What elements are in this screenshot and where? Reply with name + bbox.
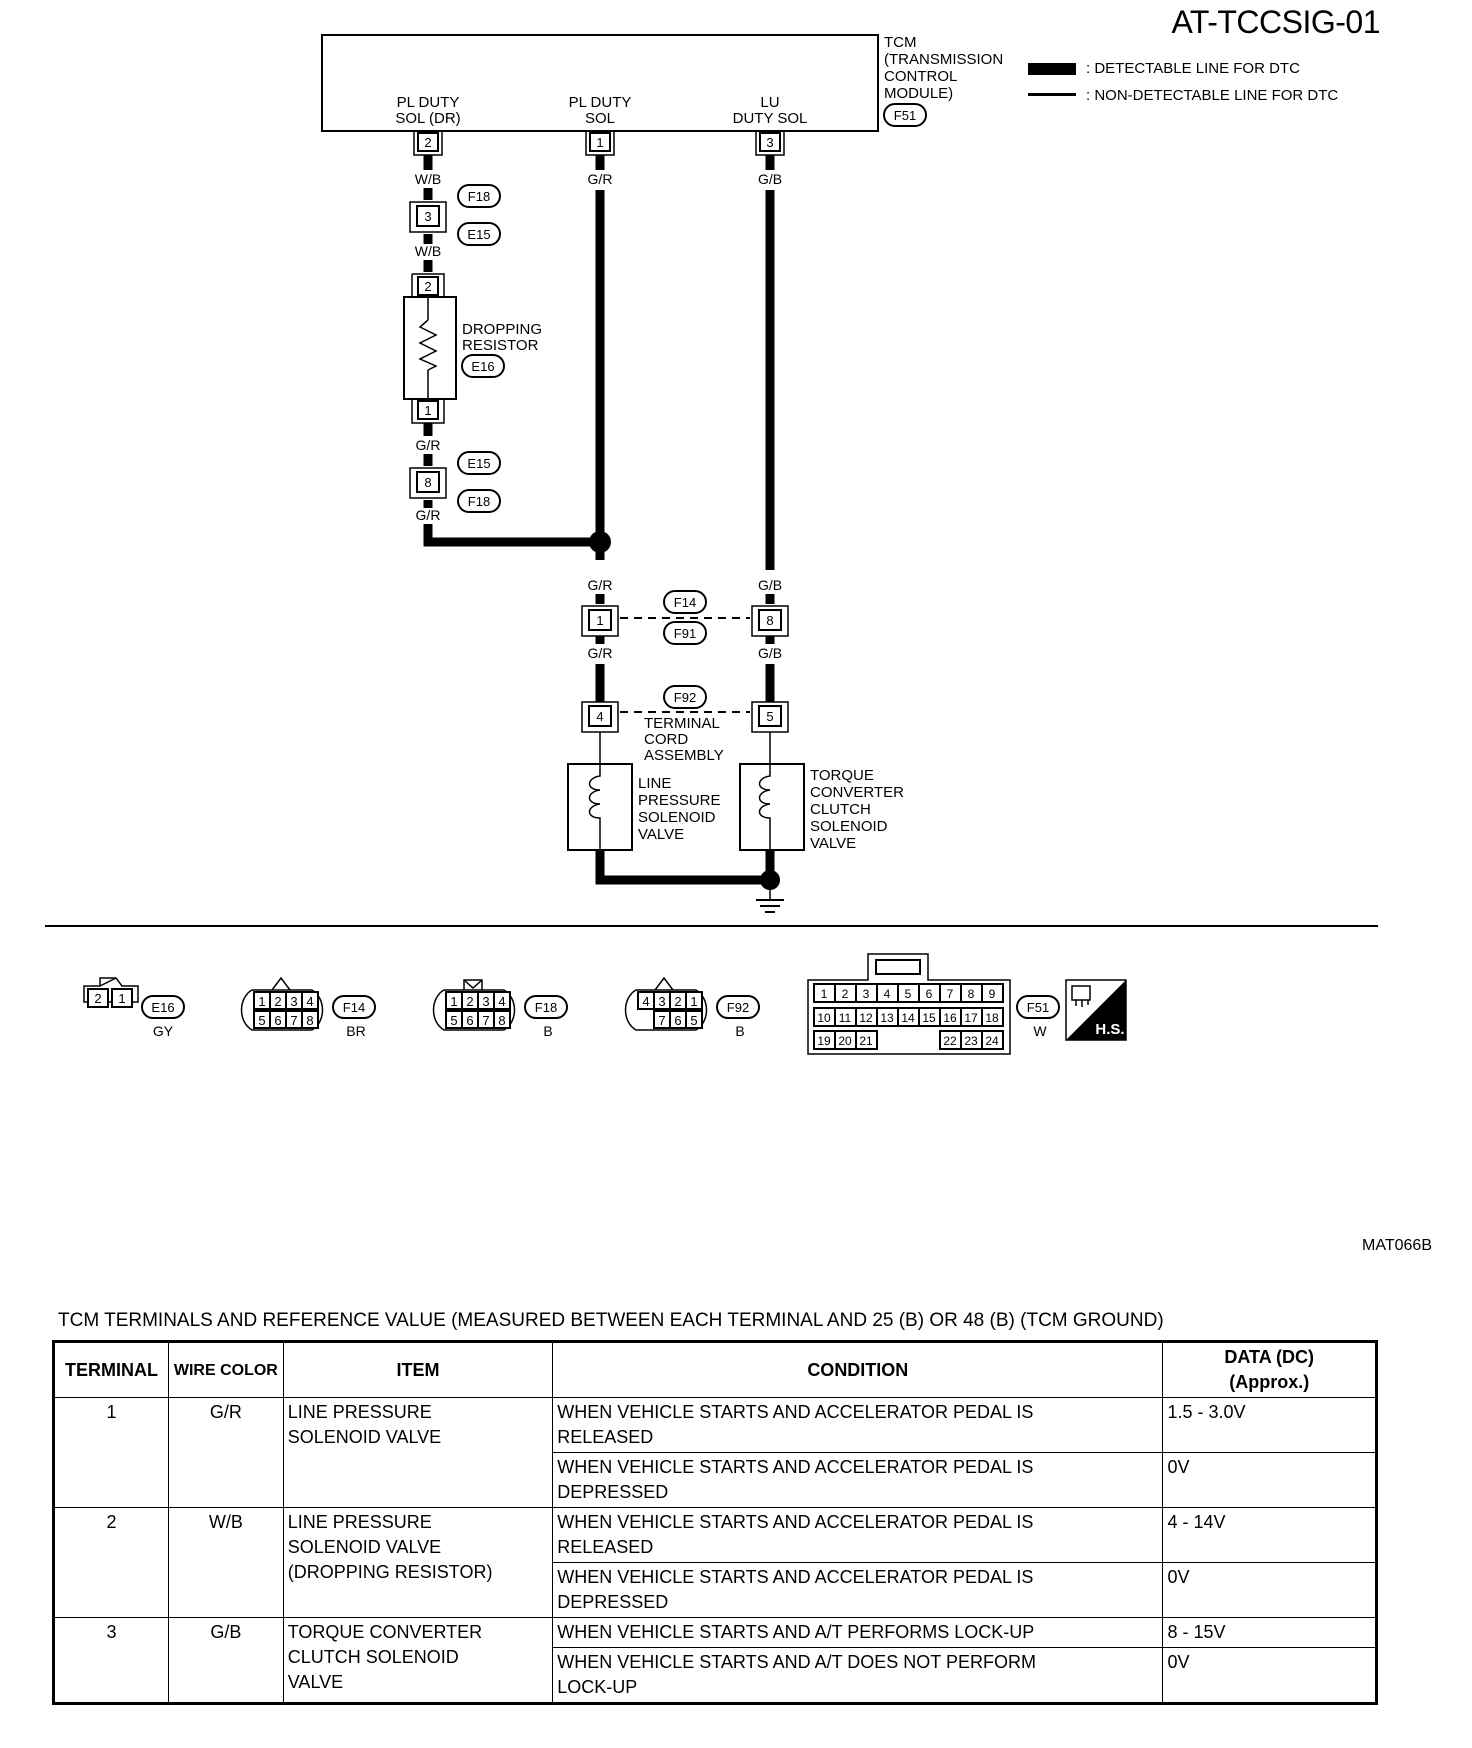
legend-detectable-text: : DETECTABLE LINE FOR DTC [1086, 60, 1300, 77]
tcm-pin-label-pl-1: PL DUTY [568, 94, 632, 111]
header-condition: CONDITION [553, 1342, 1163, 1398]
f18-pin: 5 [450, 1013, 458, 1028]
connector-f14 [241, 978, 375, 1039]
hs-badge-text: H.S. [1095, 1021, 1125, 1038]
cell-wire: W/B [168, 1508, 283, 1618]
legend-detectable-swatch [1028, 63, 1076, 75]
tcm-label-4: MODULE) [884, 85, 954, 102]
f92-pin: 4 [642, 994, 650, 1009]
conn-f92-pin-5: 5 [766, 709, 774, 724]
wire-gr-top: G/R [587, 171, 613, 187]
cell-item: TORQUE CONVERTER CLUTCH SOLENOID VALVE [283, 1618, 552, 1704]
cell-terminal: 2 [54, 1508, 169, 1618]
f51-pin: 1 [820, 987, 828, 1001]
terminal-cord-label-3: ASSEMBLY [644, 747, 724, 764]
wire-gr-mid-a: G/R [587, 577, 613, 593]
f14-pin: 1 [258, 994, 266, 1009]
table-row [54, 1508, 1377, 1563]
conn-f14-pin-1: 1 [596, 613, 604, 628]
cell-wire: G/R [168, 1398, 283, 1508]
f51-color: W [1033, 1023, 1047, 1039]
f51-pin: 20 [838, 1034, 852, 1048]
f14-pin: 8 [306, 1013, 314, 1028]
cell-terminal: 1 [54, 1398, 169, 1508]
cell-data: 4 - 14V [1163, 1508, 1377, 1563]
f51-pin: 9 [988, 987, 996, 1001]
cell-data: 8 - 15V [1163, 1618, 1377, 1648]
e16-pin-2: 2 [94, 991, 102, 1006]
tcm-label-2: (TRANSMISSION [884, 51, 1004, 68]
tcc-label-2: CONVERTER [810, 784, 904, 801]
reference-table [52, 1340, 1378, 1705]
f18-pin: 7 [482, 1013, 490, 1028]
wire-gr-left-2: G/R [415, 507, 441, 523]
f14-color: BR [346, 1023, 366, 1039]
f51-pin: 10 [817, 1011, 831, 1025]
resistor-label-1: DROPPING [462, 321, 543, 338]
f51-pin: 17 [964, 1011, 978, 1025]
f18-pin: 2 [466, 994, 474, 1009]
wire-wb-mid: W/B [414, 243, 442, 259]
wire-gr-mid-b: G/R [587, 645, 613, 661]
f51-pin: 8 [967, 987, 975, 1001]
tcc-solenoid-box [740, 764, 804, 850]
f92-color: B [735, 1023, 745, 1039]
cell-wire: G/B [168, 1618, 283, 1704]
f51-pin: 23 [964, 1034, 978, 1048]
f14-pin: 4 [306, 994, 314, 1009]
tcm-label-1: TCM [884, 34, 917, 51]
cell-terminal: 3 [54, 1618, 169, 1704]
lps-label-4: VALVE [638, 826, 685, 843]
tcc-label-4: SOLENOID [810, 818, 888, 835]
f92-pin: 6 [674, 1013, 682, 1028]
f51-pin: 12 [859, 1011, 873, 1025]
tcm-pin-label-pl-2: SOL [584, 110, 616, 127]
f51-pin: 4 [883, 987, 891, 1001]
wire-wb-top: W/B [414, 171, 442, 187]
f18-pin: 8 [498, 1013, 506, 1028]
f51-pin: 16 [943, 1011, 957, 1025]
hs-badge [1066, 980, 1126, 1040]
tcm-pin-2: 2 [424, 135, 432, 150]
tcm-pin-label-lu-1: LU [760, 94, 780, 111]
f14-pin: 2 [274, 994, 282, 1009]
main-wires [588, 155, 783, 570]
e16-pin-1: 1 [118, 991, 126, 1006]
table-header-row [54, 1342, 1377, 1398]
cell-data: 0V [1163, 1563, 1377, 1618]
conn-e15-badge-bot: E15 [467, 456, 491, 471]
table-row [54, 1618, 1377, 1648]
tcc-label-5: VALVE [810, 835, 857, 852]
diagram-id: AT-TCCSIG-01 [1171, 4, 1380, 40]
tcm-label-3: CONTROL [884, 68, 958, 85]
connector-f18 [433, 980, 567, 1039]
tcm-pin-3: 3 [766, 135, 774, 150]
f14-pin: 6 [274, 1013, 282, 1028]
conn-f14-badge: F14 [673, 595, 697, 610]
tcm-connector-id: F51 [893, 108, 917, 123]
table-row [54, 1398, 1377, 1453]
conn-f92-pin-4: 4 [596, 709, 604, 724]
f18-pin: 3 [482, 994, 490, 1009]
connector-f51 [808, 954, 1059, 1054]
terminal-cord-label-1: TERMINAL [644, 715, 720, 732]
cell-data: 1.5 - 3.0V [1163, 1398, 1377, 1453]
resistor-label-2: RESISTOR [462, 337, 539, 354]
lps-label-2: PRESSURE [638, 792, 721, 809]
f92-id: F92 [726, 1000, 750, 1015]
legend-non-detectable-text: : NON-DETECTABLE LINE FOR DTC [1086, 87, 1339, 104]
tcm-pin-label-lu-2: DUTY SOL [732, 110, 808, 127]
f14-pin: 5 [258, 1013, 266, 1028]
cell-condition: WHEN VEHICLE STARTS AND A/T DOES NOT PERFORM LOCK-UP [553, 1648, 1163, 1704]
conn-f14-pin-8: 8 [766, 613, 774, 628]
terminal-cord-label-2: CORD [644, 731, 689, 748]
f51-pin: 18 [985, 1011, 999, 1025]
left-branch [404, 155, 590, 542]
tcc-label-3: CLUTCH [810, 801, 871, 818]
cell-condition: WHEN VEHICLE STARTS AND ACCELERATOR PEDAL IS RELEASED [553, 1508, 1163, 1563]
tcm-module [322, 34, 1003, 155]
resistor-pin-1: 1 [424, 403, 432, 418]
f18-color: B [543, 1023, 553, 1039]
f18-pin: 1 [450, 994, 458, 1009]
f51-pin: 2 [841, 987, 849, 1001]
f92-pin: 3 [658, 994, 666, 1009]
conn-f18-badge-top: F18 [467, 189, 491, 204]
f92-pin: 1 [690, 994, 698, 1009]
e16-color: GY [152, 1023, 174, 1039]
lps-label-1: LINE [638, 775, 672, 792]
f51-pin: 7 [946, 987, 954, 1001]
tcm-pin-label-pldr-1: PL DUTY [396, 94, 460, 111]
legend [1028, 60, 1338, 104]
resistor-connector-badge: E16 [471, 359, 495, 374]
connector-f92 [625, 978, 759, 1039]
figure-id: MAT066B [1362, 1237, 1432, 1254]
tcm-pin-label-pldr-2: SOL (DR) [395, 110, 461, 127]
f14-pin: 7 [290, 1013, 298, 1028]
lower-section [568, 577, 904, 912]
ground-icon [756, 890, 784, 912]
f51-pin: 22 [943, 1034, 957, 1048]
e16-id: E16 [151, 1000, 175, 1015]
header-data: DATA (DC) (Approx.) [1163, 1342, 1377, 1398]
f92-pin: 5 [690, 1013, 698, 1028]
f51-pin: 5 [904, 987, 912, 1001]
cell-item: LINE PRESSURE SOLENOID VALVE [283, 1398, 552, 1508]
f51-pin: 24 [985, 1034, 999, 1048]
f14-id: F14 [342, 1000, 366, 1015]
lps-label-3: SOLENOID [638, 809, 716, 826]
f51-id: F51 [1026, 1000, 1050, 1015]
conn-f92-badge: F92 [673, 690, 697, 705]
cell-data: 0V [1163, 1648, 1377, 1704]
table-title: TCM TERMINALS AND REFERENCE VALUE (MEASURED BETWEEN EACH TERMINAL AND 25 (B) OR 48 (B) (TCM GROUND) [58, 1310, 1164, 1331]
splice-point [589, 531, 611, 553]
f18-pin: 6 [466, 1013, 474, 1028]
header-wire-color: WIRE COLOR [168, 1342, 283, 1398]
f14-pin: 3 [290, 994, 298, 1009]
wire-gb-mid-a: G/B [757, 577, 783, 593]
f51-pin: 19 [817, 1034, 831, 1048]
cell-condition: WHEN VEHICLE STARTS AND ACCELERATOR PEDAL IS RELEASED [553, 1398, 1163, 1453]
f51-pin: 6 [925, 987, 933, 1001]
tcm-pin-1: 1 [596, 135, 604, 150]
cell-condition: WHEN VEHICLE STARTS AND ACCELERATOR PEDAL IS DEPRESSED [553, 1563, 1163, 1618]
header-terminal: TERMINAL [54, 1342, 169, 1398]
resistor-pin-2: 2 [424, 279, 432, 294]
f51-pin: 21 [859, 1034, 873, 1048]
conn-e15-f18-pin-8: 8 [424, 475, 432, 490]
tcc-label-1: TORQUE [810, 767, 874, 784]
f51-pin: 11 [838, 1011, 852, 1025]
wire-gr-left-1: G/R [415, 437, 441, 453]
conn-f91-badge: F91 [673, 626, 697, 641]
conn-e15-badge-top: E15 [467, 227, 491, 242]
f51-pin: 3 [862, 987, 870, 1001]
wire-gb-top: G/B [757, 171, 783, 187]
legend-non-detectable-swatch [1028, 93, 1076, 96]
conn-f18-badge-bot: F18 [467, 494, 491, 509]
cell-data: 0V [1163, 1453, 1377, 1508]
conn-f18-e15-pin-3: 3 [424, 209, 432, 224]
cell-condition: WHEN VEHICLE STARTS AND A/T PERFORMS LOCK-UP [553, 1618, 1163, 1648]
f51-pin: 15 [922, 1011, 936, 1025]
f92-pin: 2 [674, 994, 682, 1009]
wire-gb-mid-b: G/B [757, 645, 783, 661]
f51-pin: 14 [901, 1011, 915, 1025]
f51-pin: 13 [880, 1011, 894, 1025]
header-item: ITEM [283, 1342, 552, 1398]
cell-item: LINE PRESSURE SOLENOID VALVE (DROPPING RESISTOR) [283, 1508, 552, 1618]
connector-e16 [84, 978, 184, 1039]
f18-pin: 4 [498, 994, 506, 1009]
f18-id: F18 [534, 1000, 558, 1015]
f92-pin: 7 [658, 1013, 666, 1028]
cell-condition: WHEN VEHICLE STARTS AND ACCELERATOR PEDAL IS DEPRESSED [553, 1453, 1163, 1508]
